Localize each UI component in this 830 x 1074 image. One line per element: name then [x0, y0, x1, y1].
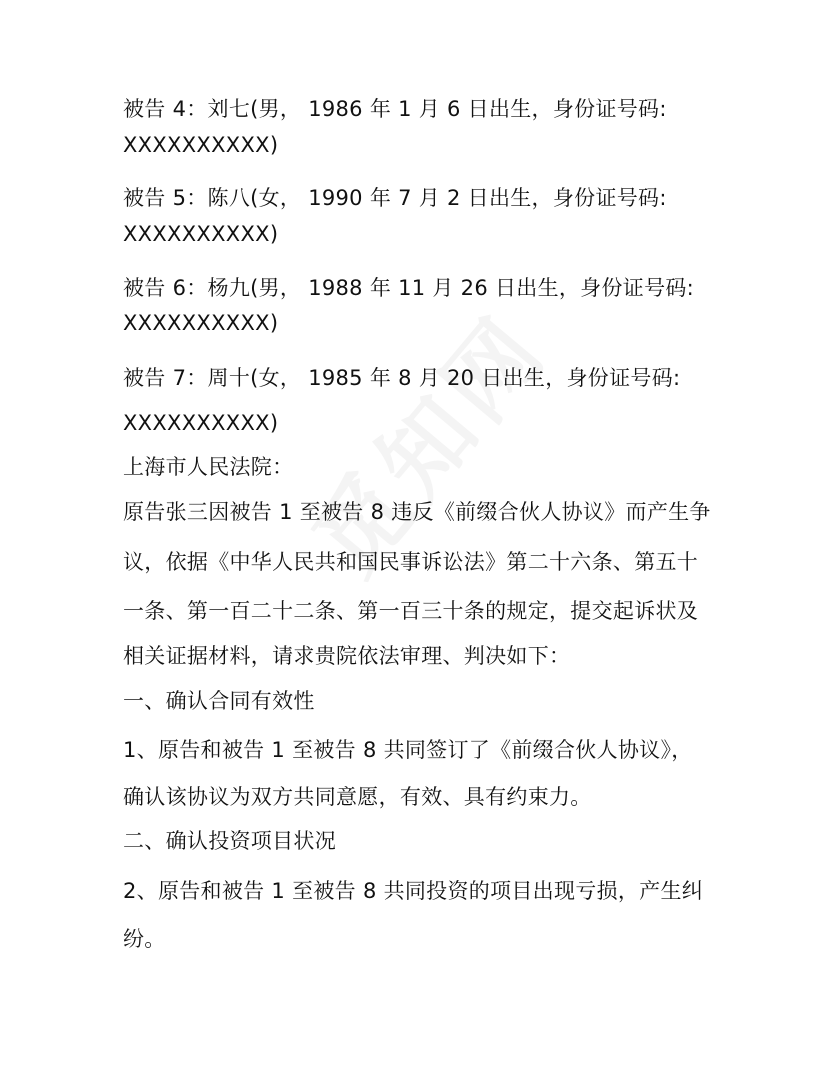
defendant-4-id-line: XXXXXXXXXX): [123, 133, 279, 157]
defendant-5-line: 被告 5：陈八(女， 1990 年 7 月 2 日出生，身份证号码:: [123, 186, 667, 210]
body-paragraph-line: 原告张三因被告 1 至被告 8 违反《前缀合伙人协议》而产生争: [123, 500, 711, 524]
court-addressee: 上海市人民法院：: [123, 455, 294, 479]
defendant-6-line: 被告 6：杨九(男， 1988 年 11 月 26 日出生，身份证号码:: [123, 276, 695, 300]
item-2-line: 2、原告和被告 1 至被告 8 共同投资的项目出现亏损，产生纠: [123, 879, 704, 903]
defendant-6-id-line: XXXXXXXXXX): [123, 311, 279, 335]
body-paragraph-line: 一条、第一百二十二条、第一百三十条的规定，提交起诉状及: [123, 599, 699, 623]
defendant-7-id-line: XXXXXXXXXX): [123, 411, 279, 435]
section-heading-1: 一、确认合同有效性: [123, 689, 315, 713]
section-heading-2: 二、确认投资项目状况: [123, 829, 336, 853]
body-paragraph-line: 相关证据材料，请求贵院依法审理、判决如下：: [123, 644, 571, 668]
item-1-line: 确认该协议为双方共同意愿，有效、具有约束力。: [123, 785, 592, 809]
body-paragraph-line: 议，依据《中华人民共和国民事诉讼法》第二十六条、第五十: [123, 550, 699, 574]
defendant-5-id-line: XXXXXXXXXX): [123, 222, 279, 246]
defendant-7-line: 被告 7：周十(女， 1985 年 8 月 20 日出生，身份证号码:: [123, 366, 681, 390]
defendant-4-line: 被告 4：刘七(男， 1986 年 1 月 6 日出生，身份证号码:: [123, 97, 667, 121]
item-2-line: 纷。: [123, 927, 166, 951]
item-1-line: 1、原告和被告 1 至被告 8 共同签订了《前缀合伙人协议》，: [123, 738, 693, 762]
